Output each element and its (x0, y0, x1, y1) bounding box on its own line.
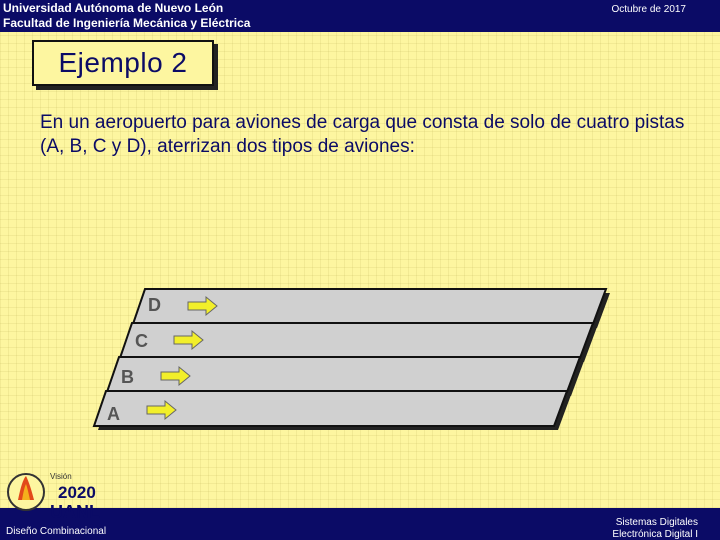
footer-subject-line2: Electrónica Digital I (612, 529, 698, 540)
footer-subject (612, 517, 698, 540)
university-name: Universidad Autónoma de Nuevo León (3, 1, 224, 15)
faculty-name: Facultad de Ingeniería Mecánica y Eléctrica (3, 16, 251, 30)
logo-name: UANL (50, 502, 100, 522)
logo-year: 2020 (58, 483, 96, 502)
logo-vision-text: Visión (50, 472, 72, 481)
header-date: Octubre de 2017 (611, 4, 686, 15)
runway-label-d: D (148, 295, 161, 315)
slide-title: Ejemplo 2 (58, 47, 188, 78)
header-institution (3, 1, 250, 31)
runway-diagram (80, 284, 620, 434)
footer-course: Diseño Combinacional (6, 526, 107, 537)
title-box (32, 40, 214, 86)
slide-body-text: En un aeropuerto para aviones de carga que consta de solo de cuatro pistas (A, B, C y D), aterrizan dos tipos de aviones: (40, 112, 685, 157)
runway-label-a: A (107, 404, 120, 424)
uanl-logo (4, 466, 122, 522)
runway-label-c: C (135, 331, 148, 351)
footer-subject-line1: Sistemas Digitales (615, 517, 698, 528)
runway-label-b: B (121, 367, 134, 387)
